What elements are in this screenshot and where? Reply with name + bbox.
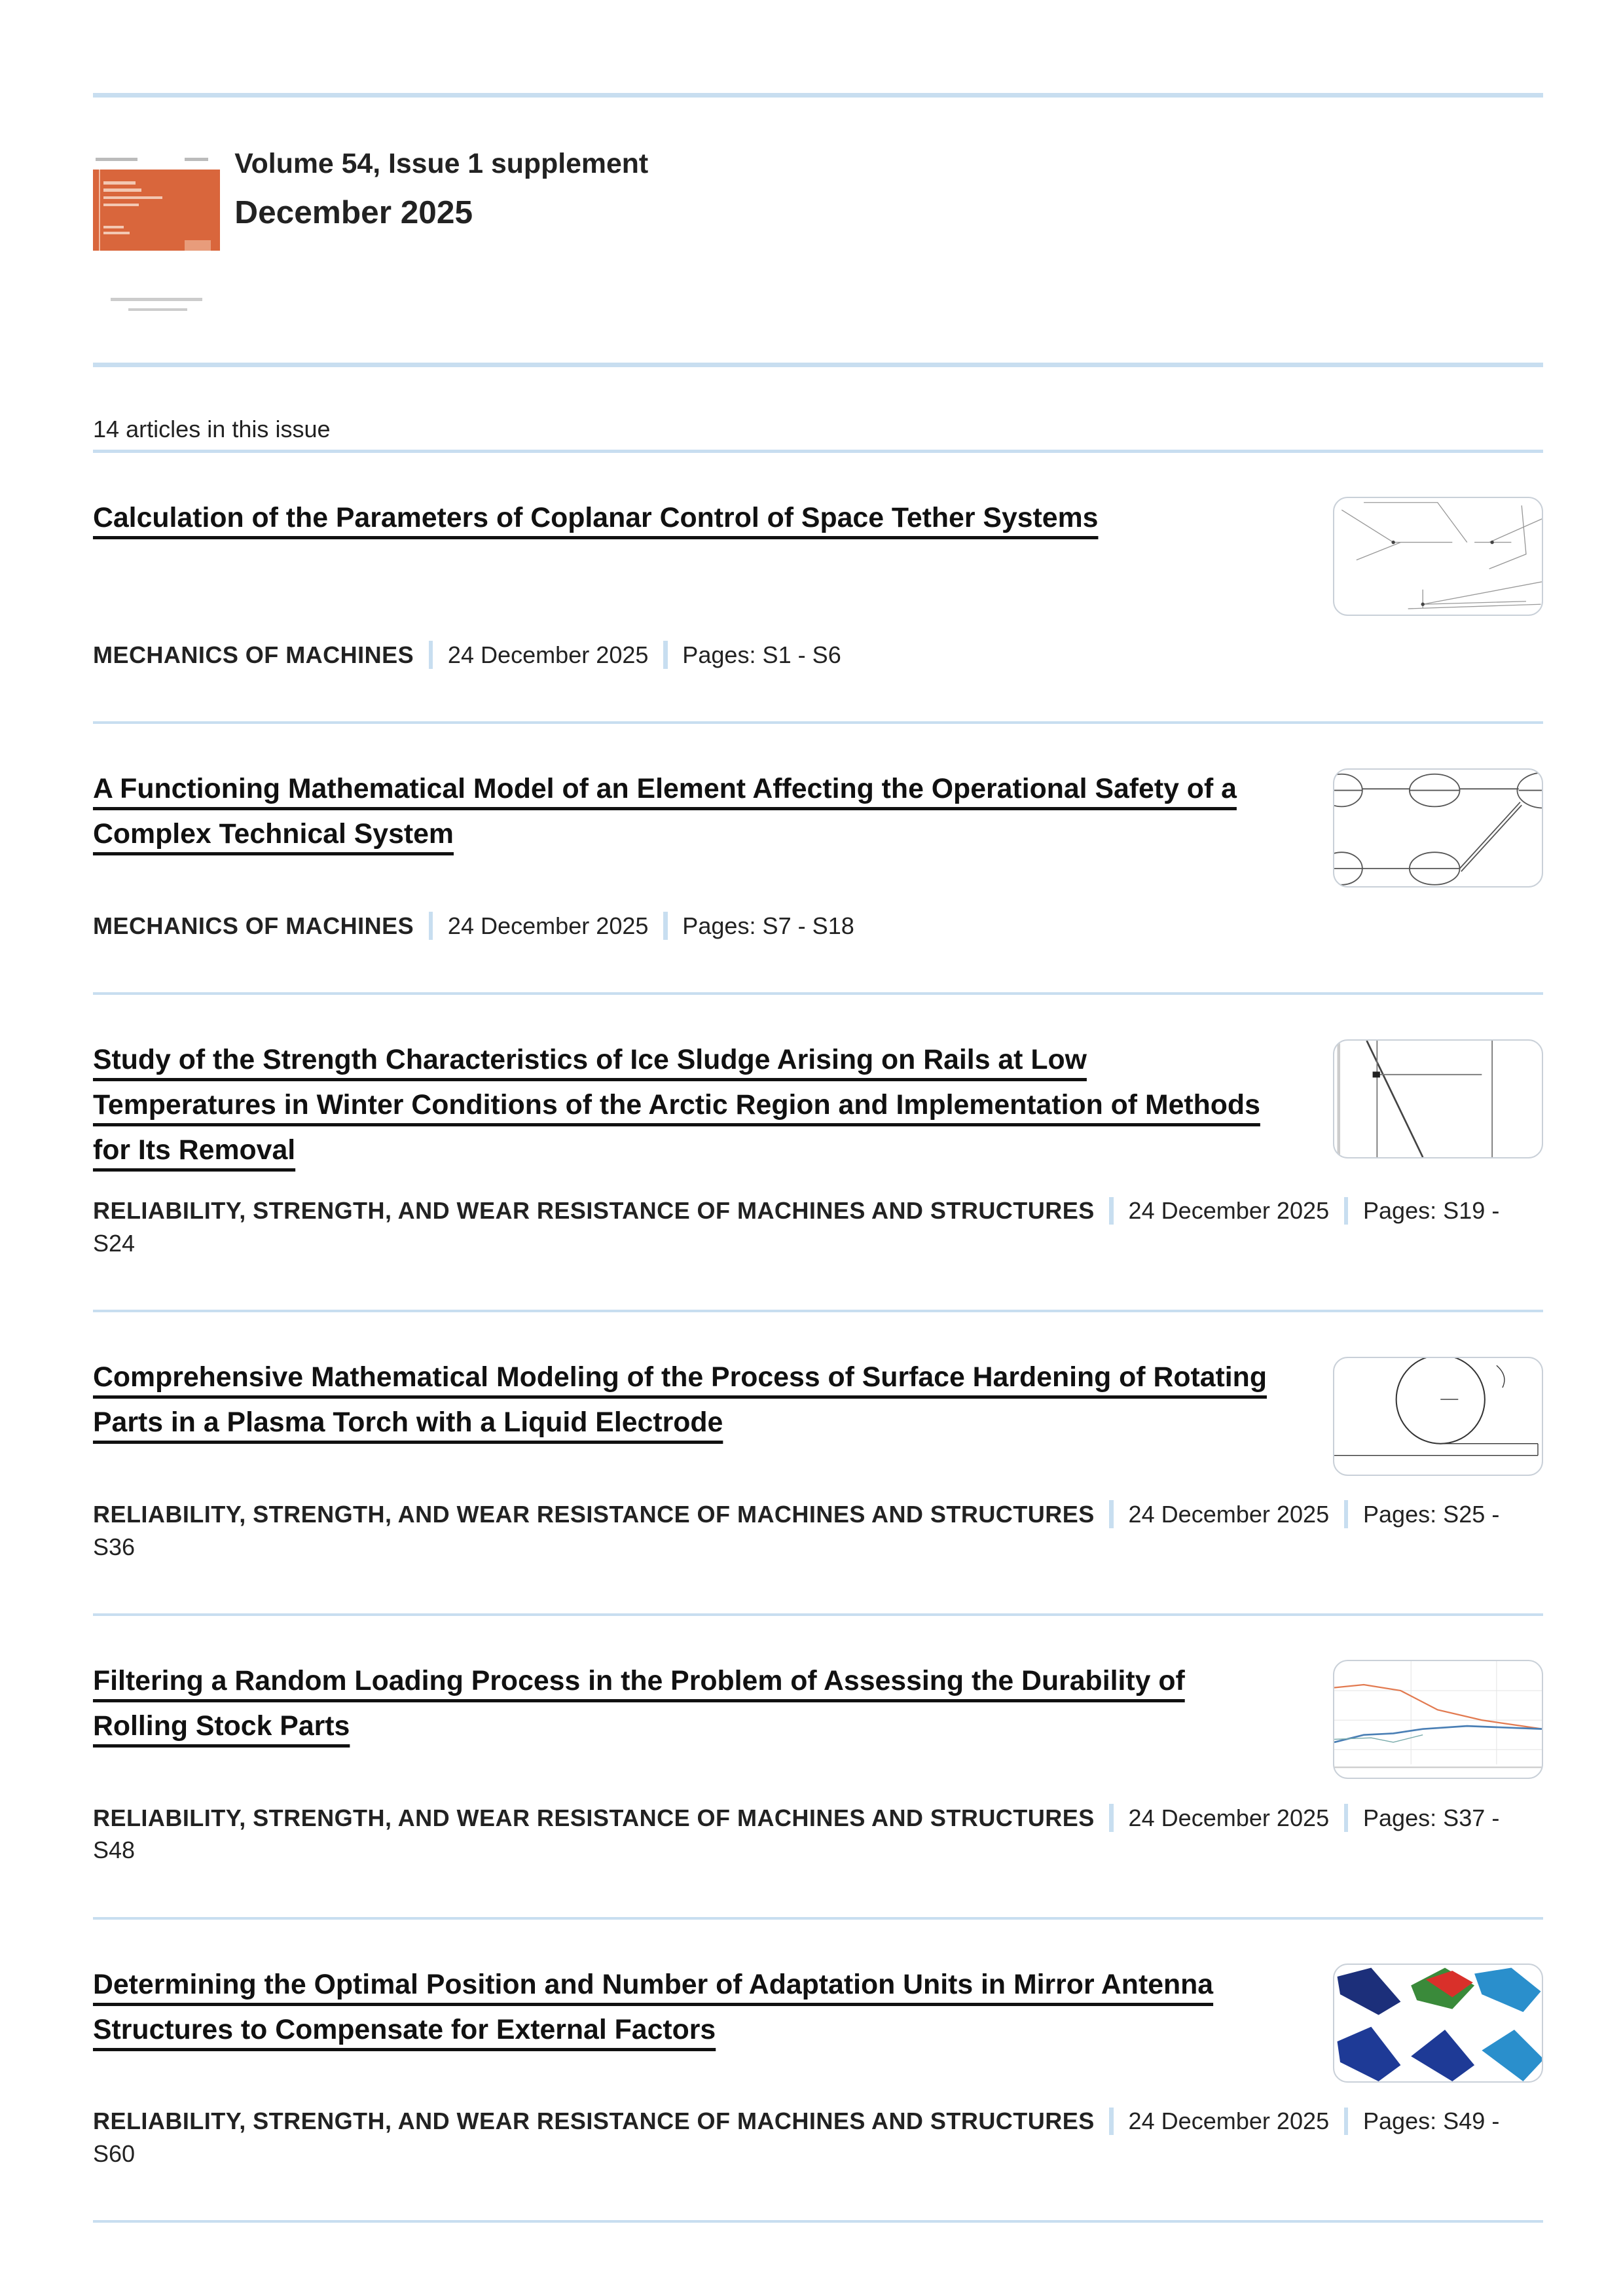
meta-separator [663, 641, 668, 669]
article-pages: Pages: S19 - S24 [92, 1197, 1500, 1257]
meta-separator [1344, 2108, 1349, 2136]
article-title [93, 1037, 1273, 1172]
article-date: 24 December 2025 [1128, 1804, 1330, 1831]
article-meta [93, 1194, 1543, 1259]
article-item [93, 995, 1543, 1312]
article-subject: RELIABILITY, STRENGTH, AND WEAR RESISTANCE OF MACHINES AND STRUCTURES [92, 1804, 1095, 1831]
meta-separator [429, 912, 433, 940]
article-list [93, 453, 1543, 2223]
article-meta [93, 639, 1543, 672]
article-count: 14 articles in this issue [92, 416, 331, 443]
meta-separator [1109, 1197, 1114, 1225]
article-subject: RELIABILITY, STRENGTH, AND WEAR RESISTANCE OF MACHINES AND STRUCTURES [92, 1501, 1095, 1528]
article-item [93, 724, 1543, 995]
article-subject: MECHANICS OF MACHINES [92, 641, 414, 668]
publisher-logo [93, 295, 220, 316]
tether-diagram-icon [1334, 498, 1542, 615]
article-thumbnail[interactable] [1333, 768, 1544, 888]
issue-header [93, 98, 1543, 363]
article-date: 24 December 2025 [1128, 2108, 1330, 2135]
article-title-link[interactable]: Determining the Optimal Position and Number of Adaptation Units in Mirror Antenna Structures to Compensate for External Factors [92, 1968, 1214, 2045]
meta-separator [1109, 2108, 1114, 2136]
article-pages: Pages: S7 - S18 [682, 912, 854, 939]
article-thumbnail[interactable] [1333, 1964, 1544, 2083]
article-item [93, 1920, 1543, 2223]
journal-cover-image[interactable] [93, 152, 220, 363]
meta-separator [1109, 1804, 1114, 1832]
article-meta [93, 1802, 1543, 1867]
article-date: 24 December 2025 [1128, 1501, 1330, 1528]
article-meta [93, 2105, 1543, 2170]
article-date: 24 December 2025 [447, 641, 649, 668]
article-title-link[interactable]: Study of the Strength Characteristics of Ice Sludge Arising on Rails at Low Temperatures in Winter Conditions of the Arctic Region and Implementation of Methods for Its Removal [92, 1044, 1260, 1166]
article-title [93, 1659, 1273, 1780]
meta-separator [429, 641, 433, 669]
article-meta [93, 910, 1543, 942]
article-pages: Pages: S1 - S6 [682, 641, 841, 668]
article-item [93, 1616, 1543, 1920]
top-divider [93, 93, 1543, 98]
article-thumbnail[interactable] [1333, 1660, 1544, 1779]
article-thumbnail[interactable] [1333, 1039, 1544, 1158]
article-title-link[interactable]: Filtering a Random Loading Process in the Problem of Assessing the Durability of Rolling Stock Parts [92, 1665, 1185, 1742]
article-subject: MECHANICS OF MACHINES [92, 912, 414, 939]
article-subject: RELIABILITY, STRENGTH, AND WEAR RESISTANCE OF MACHINES AND STRUCTURES [92, 2108, 1095, 2135]
block-diagram-icon [1334, 770, 1542, 886]
article-title [93, 495, 1273, 617]
article-date: 24 December 2025 [447, 912, 649, 939]
circle-diagram-icon [1334, 1358, 1542, 1475]
article-item [93, 1312, 1543, 1616]
article-thumbnail[interactable] [1333, 497, 1544, 616]
article-pages: Pages: S49 - S60 [92, 2108, 1500, 2167]
article-thumbnail[interactable] [1333, 1357, 1544, 1476]
article-title-link[interactable]: A Functioning Mathematical Model of an Element Affecting the Operational Safety of a Complex Technical System [92, 773, 1237, 850]
article-pages: Pages: S25 - S36 [92, 1501, 1500, 1560]
issue-volume: Volume 54, Issue 1 supplement [234, 147, 649, 179]
article-meta [93, 1498, 1543, 1563]
line-chart-icon [1334, 1661, 1542, 1778]
meta-separator [1109, 1500, 1114, 1528]
issue-date: December 2025 [234, 194, 473, 231]
article-pages: Pages: S37 - S48 [92, 1804, 1500, 1864]
antenna-models-icon [1334, 1965, 1542, 2081]
article-title-link[interactable]: Comprehensive Mathematical Modeling of the Process of Surface Hardening of Rotating Parts in a Plasma Torch with a Liquid Electrode [92, 1361, 1267, 1439]
meta-separator [1344, 1804, 1349, 1832]
meta-separator [663, 912, 668, 940]
article-item [93, 453, 1543, 724]
header-divider [93, 363, 1543, 367]
meta-separator [1344, 1197, 1349, 1225]
meta-separator [1344, 1500, 1349, 1528]
hardness-chart-icon [1334, 1041, 1542, 1157]
article-subject: RELIABILITY, STRENGTH, AND WEAR RESISTANCE OF MACHINES AND STRUCTURES [92, 1197, 1095, 1225]
article-date: 24 December 2025 [1128, 1197, 1330, 1225]
article-title-link[interactable]: Calculation of the Parameters of Coplanar Control of Space Tether Systems [92, 502, 1099, 534]
article-title [93, 1962, 1273, 2083]
article-title [93, 1355, 1273, 1476]
article-title [93, 766, 1273, 888]
